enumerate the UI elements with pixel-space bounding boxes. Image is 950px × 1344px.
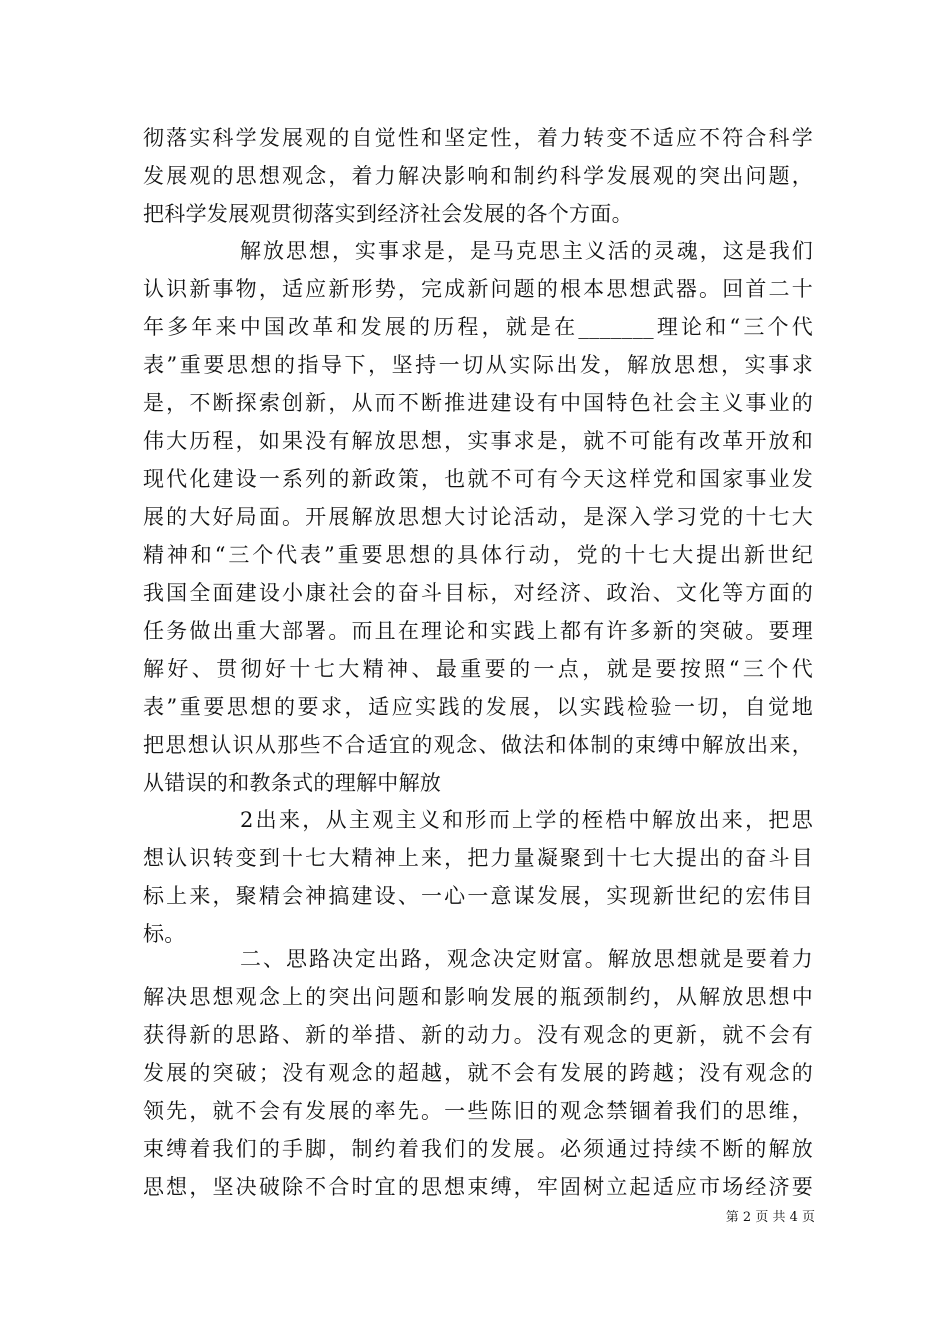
text-line: 思想，坚决破除不合时宜的思想束缚，牢固树立起适应市场经济要 xyxy=(143,1175,813,1199)
text-line: 解决思想观念上的突出问题和影响发展的瓶颈制约，从解放思想中 xyxy=(143,985,813,1009)
text-line: 展的大好局面。开展解放思想大讨论活动，是深入学习党的十七大 xyxy=(143,505,813,529)
text-line: 领先，就不会有发展的率先。一些陈旧的观念禁锢着我们的思维， xyxy=(143,1099,813,1123)
text-line: 发展观的思想观念，着力解决影响和制约科学发展观的突出问题， xyxy=(143,164,813,188)
text-line: 2出来，从主观主义和形而上学的桎梏中解放出来，把思 xyxy=(240,808,813,832)
text-line: 表”重要思想的要求，适应实践的发展，以实践检验一切，自觉地 xyxy=(143,695,813,719)
paragraph-3 xyxy=(143,801,813,953)
paragraph-1 xyxy=(143,119,813,233)
text-line: 从错误的和教条式的理解中解放 xyxy=(143,771,442,795)
text-line: 伟大历程，如果没有解放思想，实事求是，就不可能有改革开放和 xyxy=(143,429,813,453)
text-line: 把思想认识从那些不合适宜的观念、做法和体制的束缚中解放出来， xyxy=(143,733,813,757)
text-line: 标上来，聚精会神搞建设、一心一意谋发展，实现新世纪的宏伟目 xyxy=(143,884,813,908)
text-line: 认识新事物，适应新形势，完成新问题的根本思想武器。回首二十 xyxy=(143,277,813,301)
text-line: 获得新的思路、新的举措、新的动力。没有观念的更新，就不会有 xyxy=(143,1023,813,1047)
text-line: 二、思路决定出路，观念决定财富。解放思想就是要着力 xyxy=(240,947,813,971)
text-line: 彻落实科学发展观的自觉性和坚定性，着力转变不适应不符合科学 xyxy=(143,126,813,150)
text-line: 表”重要思想的指导下，坚持一切从实际出发，解放思想，实事求 xyxy=(143,353,813,377)
text-line: 束缚着我们的手脚，制约着我们的发展。必须通过持续不断的解放 xyxy=(143,1137,813,1161)
paragraph-4 xyxy=(143,940,813,1206)
text-line: 现代化建设一系列的新政策，也就不可有今天这样党和国家事业发 xyxy=(143,467,813,491)
text-line: 年多年来中国改革和发展的历程，就是在_______理论和“三个代 xyxy=(143,315,813,339)
text-line: 精神和“三个代表”重要思想的具体行动，党的十七大提出新世纪 xyxy=(143,543,813,567)
text-line: 把科学发展观贯彻落实到经济社会发展的各个方面。 xyxy=(143,202,633,226)
paragraph-2 xyxy=(143,232,813,802)
text-line: 想认识转变到十七大精神上来，把力量凝聚到十七大提出的奋斗目 xyxy=(143,846,813,870)
text-line: 是，不断探索创新，从而不断推进建设有中国特色社会主义事业的 xyxy=(143,391,813,415)
text-line: 发展的突破；没有观念的超越，就不会有发展的跨越；没有观念的 xyxy=(143,1061,813,1085)
text-line: 解放思想，实事求是，是马克思主义活的灵魂，这是我们 xyxy=(240,239,813,263)
text-line: 我国全面建设小康社会的奋斗目标，对经济、政治、文化等方面的 xyxy=(143,581,813,605)
text-line: 标。 xyxy=(143,922,186,946)
text-line: 解好、贯彻好十七大精神、最重要的一点，就是要按照“三个代 xyxy=(143,657,813,681)
text-line: 任务做出重大部署。而且在理论和实践上都有许多新的突破。要理 xyxy=(143,619,813,643)
page-number-footer: 第 2 页 共 4 页 xyxy=(725,1210,815,1225)
